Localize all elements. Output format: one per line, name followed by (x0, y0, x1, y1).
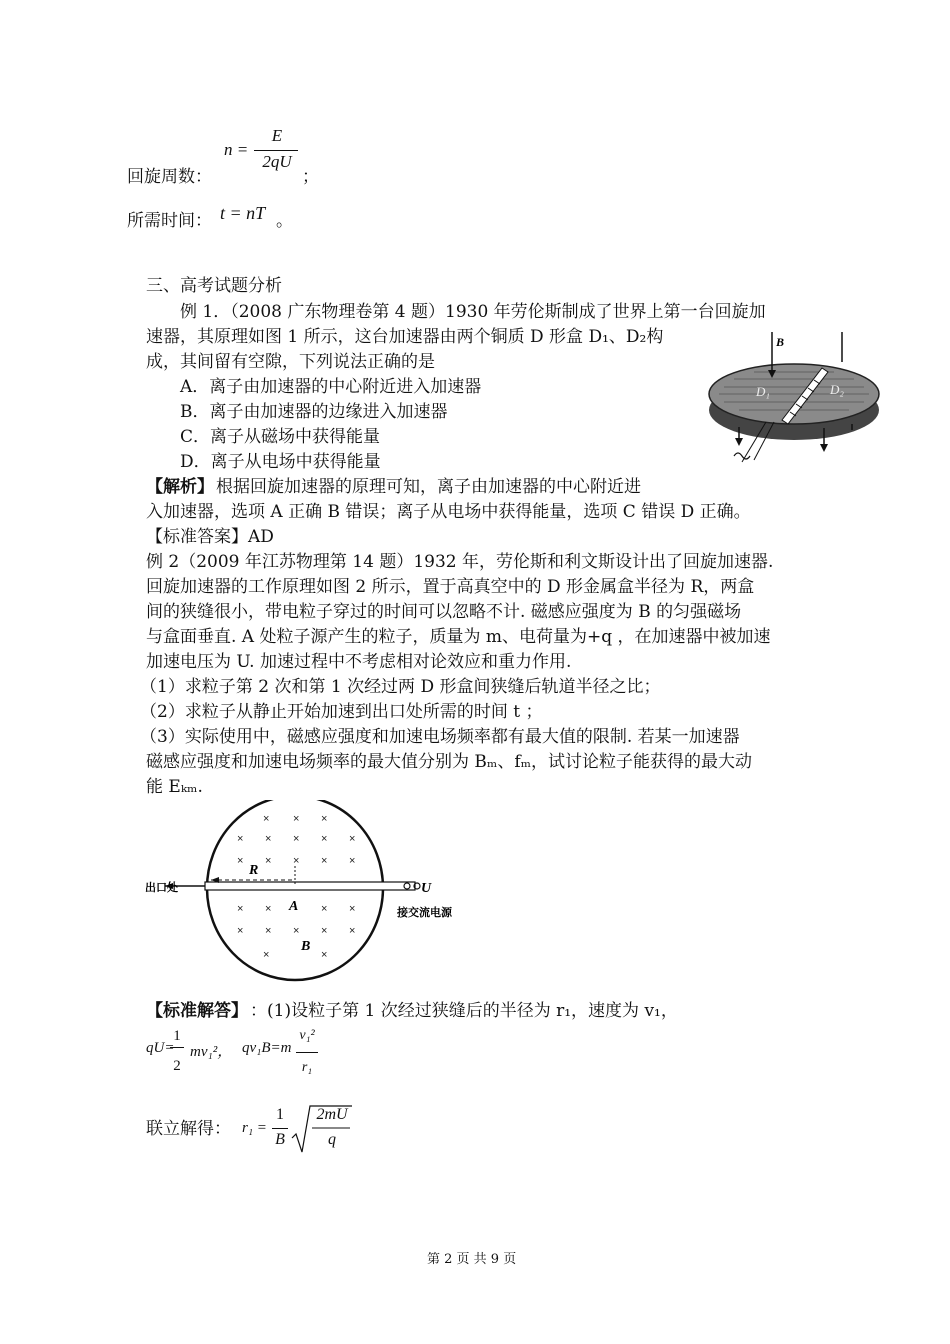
ex2-line2: 回旋加速器的工作原理如图 2 所示，置于高真空中的 D 形金属盒半径为 R，两盒 (146, 577, 755, 597)
option-b: B．离子由加速器的边缘进入加速器 (180, 402, 448, 422)
ex2-line4: 与盒面垂直. A 处粒子源产生的粒子，质量为 m、电荷量为+q ，在加速器中被加速 (146, 627, 771, 647)
svg-text:×: × (321, 925, 328, 937)
svg-text:×: × (321, 855, 328, 867)
svg-text:×: × (263, 949, 270, 961)
page-footer: 第 2 页 共 9 页 (427, 1252, 517, 1267)
cycles-den: 2qU (262, 152, 292, 171)
label-a: A (289, 899, 299, 914)
figure-2-cyclotron (145, 800, 475, 990)
ex1-line1: 例 1．（2008 广东物理卷第 4 题）1930 年劳伦斯制成了世界上第一台回旋加 (180, 302, 766, 322)
label-r: R (249, 863, 259, 878)
ex1-answer: 【标准答案】AD (146, 527, 274, 547)
svg-text:×: × (237, 833, 244, 845)
analysis-line1: 根据回旋加速器的原理可知，离子由加速器的中心附近进 (216, 477, 641, 497)
svg-text:×: × (263, 813, 270, 825)
ex2-line3: 间的狭缝很小，带电粒子穿过的时间可以忽略不计. 磁感应强度为 B 的匀强磁场 (146, 602, 742, 622)
analysis-line2: 入加速器，选项 A 正确 B 错误；离子从电场中获得能量，选项 C 错误 D 正确。 (146, 502, 751, 522)
time-expr: t = nT (220, 203, 266, 223)
label-ac-source: 接交流电源 (397, 906, 452, 919)
eq-b-bar (296, 1052, 318, 1053)
svg-text:×: × (321, 949, 328, 961)
analysis-tag: 【解析】 (146, 477, 214, 497)
svg-text:×: × (349, 855, 356, 867)
svg-text:×: × (321, 833, 328, 845)
cycles-label: 回旋周数： (127, 167, 212, 187)
question-3c: 能 Eₖₘ. (146, 777, 203, 797)
svg-text:×: × (293, 925, 300, 937)
sqrt-num: 2mU (316, 1106, 348, 1123)
svg-text:×: × (265, 833, 272, 845)
svg-text:×: × (265, 855, 272, 867)
eq-a-den: 2 (173, 1058, 181, 1074)
figure-1-cyclotron (704, 332, 884, 472)
svg-text:×: × (293, 833, 300, 845)
r1-b: B (275, 1131, 285, 1148)
question-2: （2）求粒子从静止开始加速到出口处所需的时间 t ； (140, 702, 543, 722)
option-a: A．离子由加速器的中心附近进入加速器 (180, 377, 482, 397)
cycles-tail: ； (302, 167, 319, 187)
label-u: U (421, 881, 432, 896)
r1-one: 1 (276, 1106, 284, 1123)
cycles-num: E (271, 126, 283, 145)
svg-text:×: × (265, 903, 272, 915)
label-b: B (301, 939, 311, 954)
svg-text:×: × (321, 903, 328, 915)
question-3a: （3）实际使用中，磁感应强度和加速电场频率都有最大值的限制. 若某一加速器 (140, 727, 740, 747)
solution-text: ：(1)设粒子第 1 次经过狭缝后的半径为 r₁，速度为 v₁， (250, 1001, 678, 1021)
eq-a-rest: mv₁²， (190, 1044, 233, 1060)
option-c: C．离子从磁场中获得能量 (180, 427, 381, 447)
solution-tag: 【标准解答】 (146, 1001, 248, 1021)
svg-text:×: × (321, 813, 328, 825)
svg-text:×: × (349, 925, 356, 937)
ex1-line3: 成，其间留有空隙，下列说法正确的是 (146, 352, 435, 372)
eq-a-num: 1 (173, 1028, 181, 1044)
svg-text:×: × (293, 813, 300, 825)
ex2-line5: 加速电压为 U. 加速过程中不考虑相对论效应和重力作用. (146, 652, 572, 672)
eq-a-lhs: qU= (146, 1040, 175, 1056)
combine-label: 联立解得： (146, 1119, 231, 1139)
label-exit: 出口处 (145, 881, 178, 894)
option-d: D．离子从电场中获得能量 (180, 452, 381, 472)
svg-text:×: × (293, 855, 300, 867)
svg-text:×: × (237, 855, 244, 867)
question-1: （1）求粒子第 2 次和第 1 次经过两 D 形盒间狭缝后轨道半径之比； (140, 677, 661, 697)
eq-a-bar (170, 1047, 184, 1048)
cycles-lhs: n = (224, 140, 249, 159)
ex2-line1: 例 2（2009 年江苏物理第 14 题）1932 年，劳伦斯和利文斯设计出了回旋加速器. (146, 552, 774, 572)
section-title: 三、高考试题分析 (146, 276, 282, 296)
fig1-label-d1: D₁ (756, 384, 770, 399)
time-tail: 。 (276, 211, 293, 231)
r1-bar (272, 1128, 288, 1129)
arrow-head-left (735, 438, 743, 446)
eq-b-den: r₁ (301, 1060, 313, 1075)
eq-b-lhs: qv₁B=m (242, 1040, 292, 1056)
eq-b-num: v₁² (299, 1028, 315, 1043)
svg-text:×: × (265, 925, 272, 937)
time-label: 所需时间： (127, 211, 212, 231)
ex1-line2: 速器，其原理如图 1 所示，这台加速器由两个铜质 D 形盒 D₁、D₂构 (146, 327, 664, 347)
gap-channel (205, 882, 415, 890)
fraction-bar (254, 150, 298, 151)
svg-text:×: × (349, 903, 356, 915)
r1-lhs: r₁ = (242, 1120, 267, 1136)
sqrt-den: q (328, 1131, 336, 1148)
svg-text:×: × (349, 833, 356, 845)
fig1-label-d2: D₂ (830, 382, 844, 397)
fig1-label-b: B (776, 335, 785, 349)
svg-text:×: × (237, 903, 244, 915)
arrow-head-bottom (820, 444, 828, 452)
question-3b: 磁感应强度和加速电场频率的最大值分别为 Bₘ、fₘ，试讨论粒子能获得的最大动 (146, 752, 753, 772)
ac-source-icon (734, 453, 750, 459)
svg-text:×: × (237, 925, 244, 937)
